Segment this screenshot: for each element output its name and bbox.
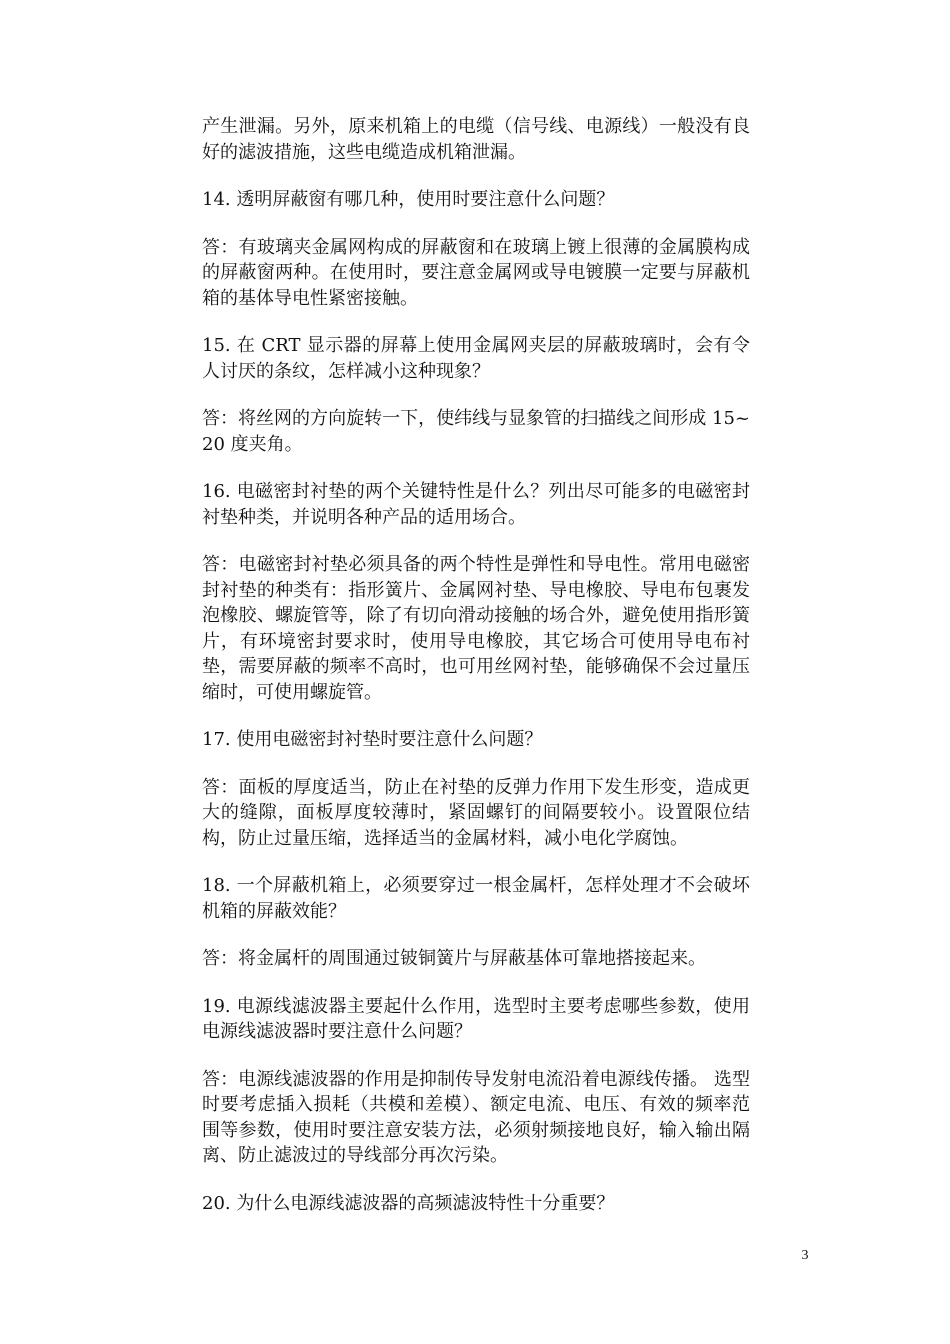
spacer <box>202 753 750 775</box>
spacer <box>202 972 750 994</box>
question-15: 15. 在 CRT 显示器的屏幕上使用金属网夹层的屏蔽玻璃时，会有令人讨厌的条纹，怎样减小这种现象？ <box>202 335 750 382</box>
question-17: 17. 使用电磁密封衬垫时要注意什么问题？ <box>202 729 543 750</box>
spacer <box>202 924 750 946</box>
question-18: 18. 一个屏蔽机箱上，必须要穿过一根金属杆，怎样处理才不会破坏机箱的屏蔽效能？ <box>202 875 750 922</box>
spacer <box>202 1045 750 1067</box>
question-14: 14. 透明屏蔽窗有哪几种，使用时要注意什么问题？ <box>202 189 615 210</box>
answer-14: 答：有玻璃夹金属网构成的屏蔽窗和在玻璃上镀上很薄的金属膜构成的屏蔽窗两种。在使用时，要注意金属网或导电镀膜一定要与屏蔽机箱的基体导电性紧密接触。 <box>202 236 750 309</box>
spacer <box>202 851 750 873</box>
answer-15: 答：将丝网的方向旋转一下，使纬线与显象管的扫描线之间形成 15~20 度夹角。 <box>202 408 750 455</box>
paragraph-continuation: 产生泄漏。另外，原来机箱上的电缆（信号线、电源线）一般没有良好的滤波措施，这些电缆造成机箱泄漏。 <box>202 116 750 163</box>
answer-19: 答：电源线滤波器的作用是抑制传导发射电流沿着电源线传播。 选型时要考虑插入损耗（共模和差模）、额定电流、电压、有效的频率范围等参数，使用时要注意安装方法，必须射频接地良好，输入输出隔离、防止滤波过的导线部分再次污染。 <box>202 1068 750 1166</box>
spacer <box>202 530 750 552</box>
answer-16: 答：电磁密封衬垫必须具备的两个特性是弹性和导电性。常用电磁密封衬垫的种类有：指形簧片、金属网衬垫、导电橡胶、导电布包裹发泡橡胶、螺旋管等，除了有切向滑动接触的场合外，避免使用指形簧片，有环境密封要求时，使用导电橡胶，其它场合可使用导电布衬垫，需要屏蔽的频率不高时，也可用丝网衬垫，能够确保不会过量压缩时，可使用螺旋管。 <box>202 554 750 703</box>
answer-17: 答：面板的厚度适当，防止在衬垫的反弹力作用下发生形变，造成更大的缝隙，面板厚度较薄时，紧固螺钉的间隔要较小。设置限位结构，防止过量压缩，选择适当的金属材料，减小电化学腐蚀。 <box>202 776 750 849</box>
question-16: 16. 电磁密封衬垫的两个关键特性是什么？列出尽可能多的电磁密封衬垫种类，并说明各种产品的适用场合。 <box>202 481 750 528</box>
question-19: 19. 电源线滤波器主要起什么作用，选型时主要考虑哪些参数，使用电源线滤波器时要注意什么问题？ <box>202 995 750 1042</box>
spacer <box>202 213 750 235</box>
answer-18: 答：将金属杆的周围通过铍铜簧片与屏蔽基体可靠地搭接起来。 <box>202 948 706 969</box>
spacer <box>202 165 750 187</box>
question-20: 20. 为什么电源线滤波器的高频滤波特性十分重要？ <box>202 1192 615 1214</box>
spacer <box>202 311 750 333</box>
spacer <box>202 457 750 479</box>
spacer <box>202 384 750 406</box>
document-body <box>202 114 750 1216</box>
page-number: 3 <box>801 1248 809 1263</box>
spacer <box>202 1169 750 1191</box>
spacer <box>202 705 750 727</box>
